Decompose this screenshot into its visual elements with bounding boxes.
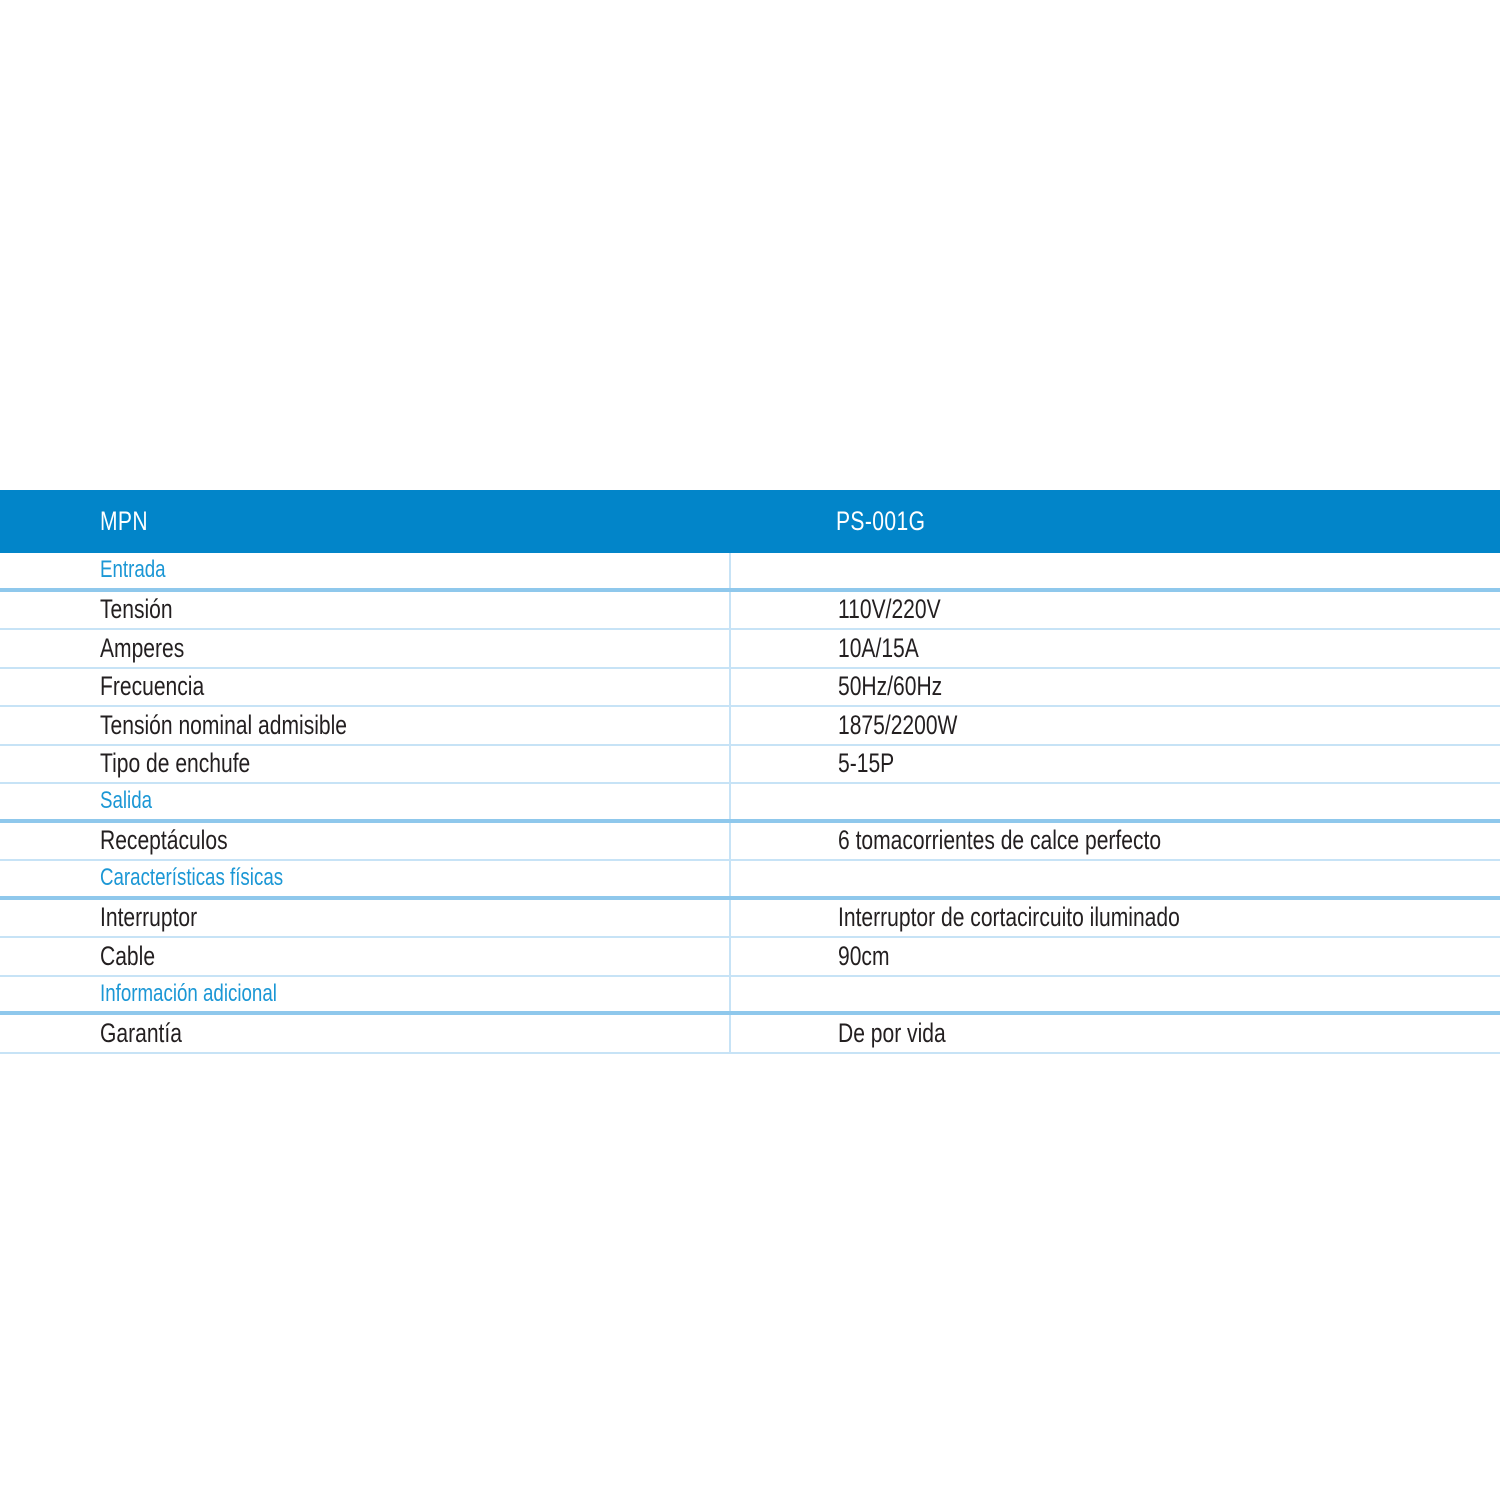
header-mpn-label: MPN bbox=[100, 506, 148, 536]
spec-label-cell bbox=[0, 630, 729, 667]
spec-label: Tipo de enchufe bbox=[100, 748, 251, 779]
table-row-amperes bbox=[0, 630, 1500, 669]
section-label: Entrada bbox=[100, 556, 166, 584]
spec-value: 10A/15A bbox=[838, 632, 919, 663]
spec-value-cell bbox=[729, 630, 1500, 667]
spec-value-cell bbox=[729, 823, 1500, 860]
spec-label-cell bbox=[0, 1015, 729, 1052]
section-row-informacion-adicional bbox=[0, 977, 1500, 1016]
section-row-entrada bbox=[0, 553, 1500, 592]
spec-label: Interruptor bbox=[100, 902, 198, 933]
spec-value: 6 tomacorrientes de calce perfecto bbox=[838, 825, 1162, 856]
table-row-tension-nominal bbox=[0, 707, 1500, 746]
section-label: Salida bbox=[100, 787, 153, 815]
section-row-salida bbox=[0, 784, 1500, 823]
section-label: Información adicional bbox=[100, 979, 277, 1007]
spec-label-cell bbox=[0, 746, 729, 783]
table-header-row bbox=[0, 490, 1500, 553]
header-value-cell bbox=[729, 490, 1500, 553]
spec-value: 5-15P bbox=[838, 748, 895, 779]
table-row-frecuencia bbox=[0, 669, 1500, 708]
spec-value-cell bbox=[729, 938, 1500, 975]
spec-value-cell bbox=[729, 669, 1500, 706]
spec-value-cell bbox=[729, 1015, 1500, 1052]
header-mpn-cell bbox=[0, 490, 729, 553]
table-row-tipo-enchufe bbox=[0, 746, 1500, 785]
section-value-cell bbox=[729, 977, 1500, 1012]
spec-value: 50Hz/60Hz bbox=[838, 671, 943, 702]
section-value-cell bbox=[729, 553, 1500, 588]
section-value-cell bbox=[729, 784, 1500, 819]
spec-label: Tensión bbox=[100, 594, 173, 625]
section-label-cell bbox=[0, 553, 729, 588]
spec-value: Interruptor de cortacircuito iluminado bbox=[838, 902, 1180, 933]
spec-value-cell bbox=[729, 746, 1500, 783]
spec-value-cell bbox=[729, 900, 1500, 937]
section-value-cell bbox=[729, 861, 1500, 896]
spec-label: Amperes bbox=[100, 632, 185, 663]
spec-value-cell bbox=[729, 707, 1500, 744]
product-spec-table bbox=[0, 490, 1500, 1054]
section-label-cell bbox=[0, 784, 729, 819]
spec-label: Cable bbox=[100, 940, 156, 971]
spec-label: Garantía bbox=[100, 1017, 182, 1048]
spec-label-cell bbox=[0, 707, 729, 744]
spec-label: Tensión nominal admisible bbox=[100, 709, 348, 740]
table-row-tension bbox=[0, 592, 1500, 631]
spec-label-cell bbox=[0, 938, 729, 975]
header-mpn-value: PS-001G bbox=[836, 506, 926, 536]
section-row-caracteristicas-fisicas bbox=[0, 861, 1500, 900]
spec-label-cell bbox=[0, 592, 729, 629]
spec-label-cell bbox=[0, 900, 729, 937]
spec-value: 110V/220V bbox=[838, 594, 941, 625]
spec-label: Frecuencia bbox=[100, 671, 205, 702]
section-label: Características físicas bbox=[100, 864, 284, 892]
section-label-cell bbox=[0, 861, 729, 896]
table-row-interruptor bbox=[0, 900, 1500, 939]
spec-value: 90cm bbox=[838, 940, 890, 971]
spec-label-cell bbox=[0, 669, 729, 706]
spec-value-cell bbox=[729, 592, 1500, 629]
spec-value: 1875/2200W bbox=[838, 709, 958, 740]
spec-label-cell bbox=[0, 823, 729, 860]
table-row-cable bbox=[0, 938, 1500, 977]
spec-label: Receptáculos bbox=[100, 825, 228, 856]
section-label-cell bbox=[0, 977, 729, 1012]
spec-value: De por vida bbox=[838, 1017, 946, 1048]
table-row-garantia bbox=[0, 1015, 1500, 1054]
table-row-receptaculos bbox=[0, 823, 1500, 862]
